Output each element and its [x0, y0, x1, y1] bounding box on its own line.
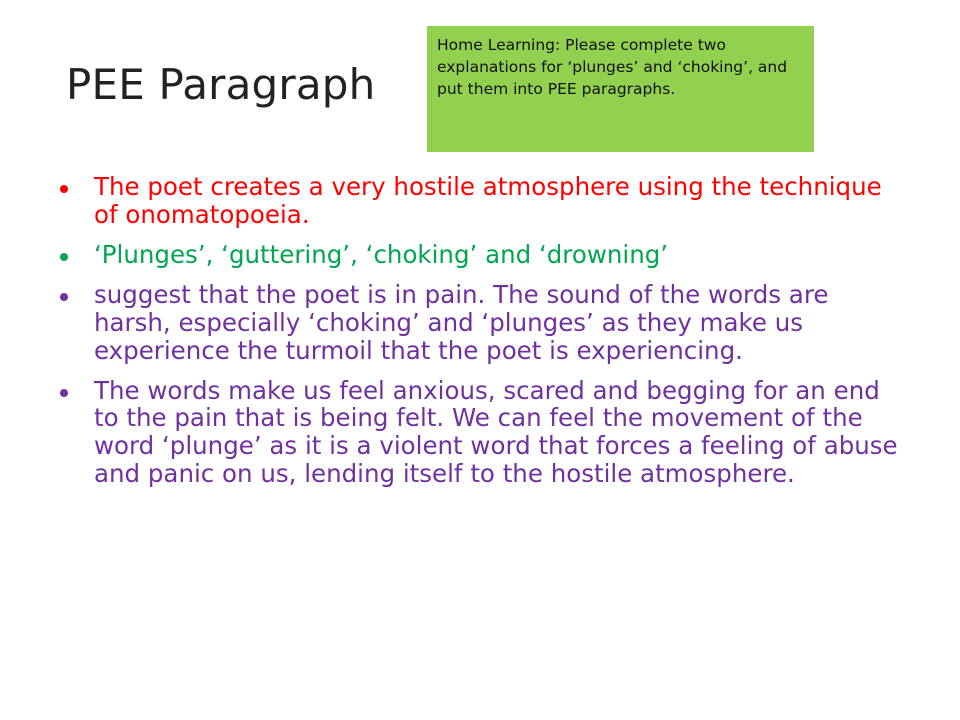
page-title: PEE Paragraph: [66, 60, 376, 109]
bullet-list: [60, 173, 910, 500]
home-learning-note-text: Home Learning: Please complete two explanations for ‘plunges’ and ‘choking’, and put them into PEE paragraphs.: [437, 36, 788, 98]
bullet-text: ‘Plunges’, ‘guttering’, ‘choking’ and ‘drowning’: [94, 239, 669, 269]
bullet-item-explanation: [60, 281, 910, 365]
home-learning-note: [427, 26, 814, 152]
bullet-item-effect: [60, 377, 910, 489]
bullet-dot: [60, 293, 68, 301]
bullet-text: suggest that the poet is in pain. The sound of the words are harsh, especially ‘choking’ and ‘plunges’ as they make us experience the turmoil that the poet is experiencing.: [94, 279, 829, 365]
bullet-dot: [60, 389, 68, 397]
bullet-dot: [60, 185, 68, 193]
bullet-text: The words make us feel anxious, scared and begging for an end to the pain that is being felt. We can feel the movement of the word ‘plunge’ as it is a violent word that forces a feeling of abuse and panic on us, lending itself to the hostile atmosphere.: [94, 375, 898, 489]
bullet-dot: [60, 253, 68, 261]
bullet-item-quotes: [60, 241, 910, 269]
bullet-text: The poet creates a very hostile atmosphere using the technique of onomatopoeia.: [94, 172, 882, 229]
bullet-item-technique: [60, 173, 910, 229]
